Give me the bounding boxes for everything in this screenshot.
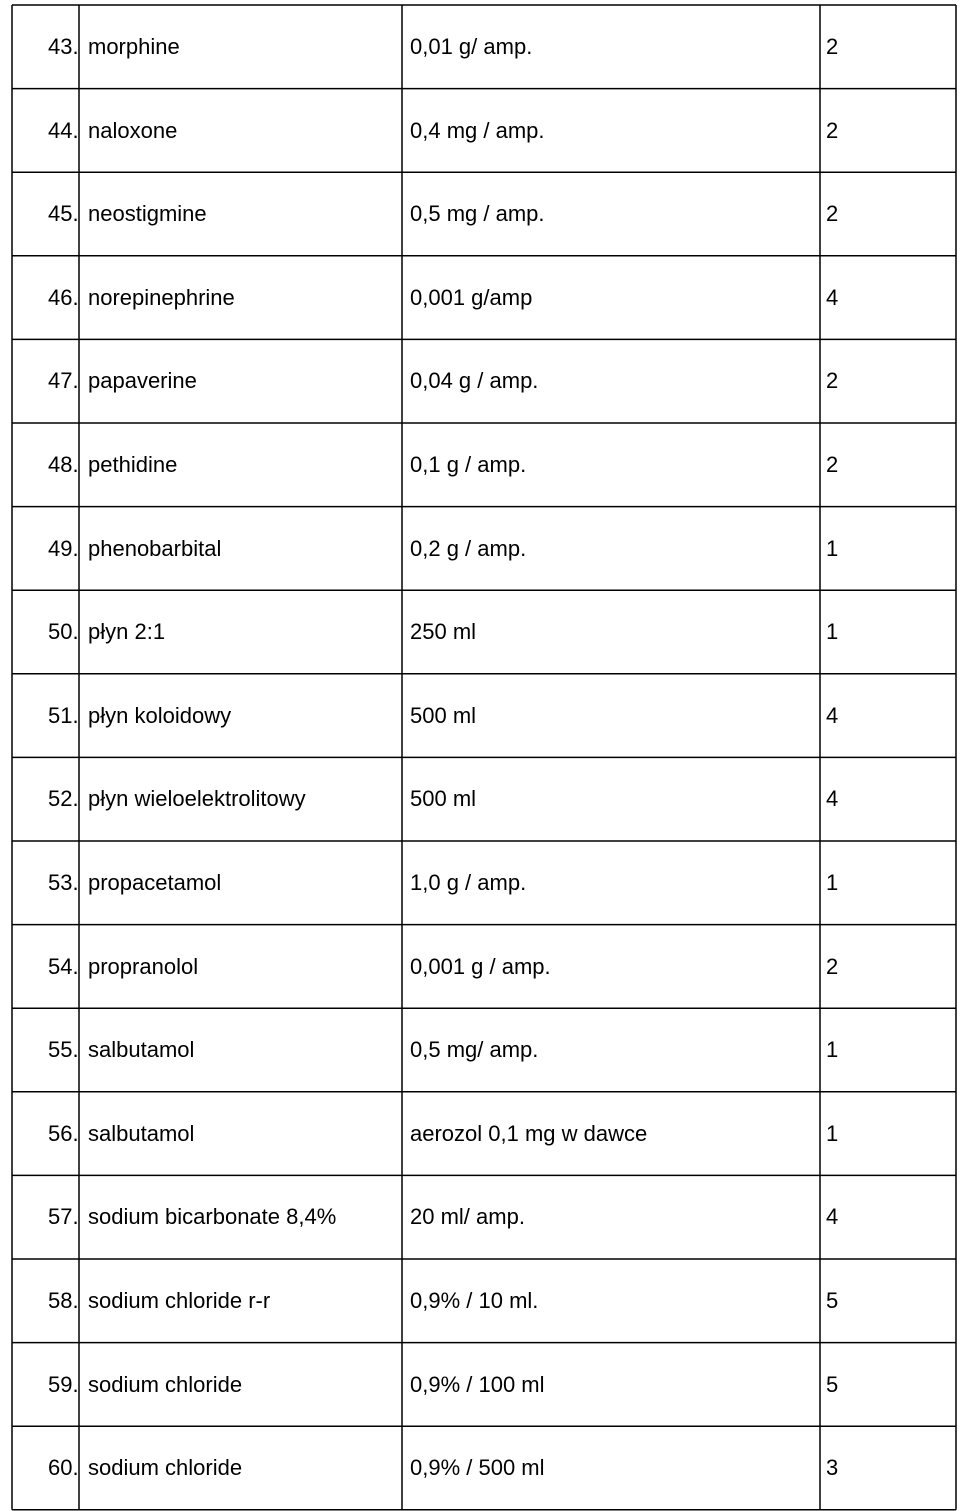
drug-quantity: 2 xyxy=(826,368,839,394)
drug-name: sodium chloride r-r xyxy=(88,1288,271,1313)
drug-dose: 0,4 mg / amp. xyxy=(410,117,545,143)
drug-quantity: 4 xyxy=(826,702,839,728)
drug-quantity: 2 xyxy=(826,953,839,979)
row-number: 51. xyxy=(48,702,79,728)
row-number: 56. xyxy=(48,1120,79,1146)
drug-dose: 1,0 g / amp. xyxy=(410,870,527,895)
drug-dose: 0,01 g/ amp. xyxy=(410,34,533,59)
drug-quantity: 1 xyxy=(826,870,839,895)
drug-quantity: 5 xyxy=(826,1371,839,1397)
drug-quantity: 1 xyxy=(826,1120,839,1146)
drug-dose: 0,1 g / amp. xyxy=(410,452,527,477)
drug-dose: 0,9% / 500 ml xyxy=(410,1455,545,1481)
drug-quantity: 2 xyxy=(826,34,839,59)
row-number: 47. xyxy=(48,368,79,394)
drug-dose: 20 ml/ amp. xyxy=(410,1204,525,1230)
drug-name: płyn wieloelektrolitowy xyxy=(88,786,306,812)
drug-dose: 0,04 g / amp. xyxy=(410,368,539,394)
drug-dose: 0,5 mg/ amp. xyxy=(410,1037,539,1063)
drug-quantity: 3 xyxy=(826,1455,839,1481)
row-number: 59. xyxy=(48,1371,79,1397)
drug-dose: aerozol 0,1 mg w dawce xyxy=(410,1120,648,1146)
row-number: 43. xyxy=(48,34,79,59)
drug-name: naloxone xyxy=(88,117,178,143)
row-number: 46. xyxy=(48,284,79,310)
drug-name: sodium bicarbonate 8,4% xyxy=(88,1204,337,1230)
row-number: 53. xyxy=(48,870,79,895)
row-number: 52. xyxy=(48,786,79,812)
drug-name: sodium chloride xyxy=(88,1455,243,1481)
drug-dose: 0,9% / 100 ml xyxy=(410,1371,545,1397)
drug-name: norepinephrine xyxy=(88,284,235,310)
row-number: 50. xyxy=(48,619,79,645)
row-number: 58. xyxy=(48,1288,79,1313)
drug-dose: 0,9% / 10 ml. xyxy=(410,1288,539,1313)
drug-quantity: 2 xyxy=(826,117,839,143)
drug-name: propacetamol xyxy=(88,870,222,895)
drug-quantity: 4 xyxy=(826,1204,839,1230)
row-number: 44. xyxy=(48,117,79,143)
drug-quantity: 1 xyxy=(826,619,839,645)
drug-quantity: 2 xyxy=(826,452,839,477)
drug-quantity: 5 xyxy=(826,1288,839,1313)
drug-name: pethidine xyxy=(88,452,178,477)
drug-quantity: 1 xyxy=(826,535,839,561)
drug-dose: 0,001 g / amp. xyxy=(410,953,551,979)
drug-quantity: 1 xyxy=(826,1037,839,1063)
drug-dose: 250 ml xyxy=(410,619,477,645)
drug-dose: 0,2 g / amp. xyxy=(410,535,527,561)
drug-name: papaverine xyxy=(88,368,197,394)
drug-dose: 0,001 g/amp xyxy=(410,284,533,310)
drug-name: morphine xyxy=(88,34,180,59)
row-number: 60. xyxy=(48,1455,79,1481)
drug-name: phenobarbital xyxy=(88,535,222,561)
drug-dose: 0,5 mg / amp. xyxy=(410,201,545,227)
drug-name: sodium chloride xyxy=(88,1371,243,1397)
drug-name: salbutamol xyxy=(88,1120,195,1146)
drug-dose: 500 ml xyxy=(410,786,477,812)
row-number: 45. xyxy=(48,201,79,227)
drug-name: neostigmine xyxy=(88,201,207,227)
row-number: 48. xyxy=(48,452,79,477)
drug-quantity: 2 xyxy=(826,201,839,227)
row-number: 57. xyxy=(48,1204,79,1230)
drug-name: salbutamol xyxy=(88,1037,195,1063)
drug-quantity: 4 xyxy=(826,786,839,812)
drug-name: płyn 2:1 xyxy=(88,619,166,645)
drug-name: płyn koloidowy xyxy=(88,702,232,728)
drug-name: propranolol xyxy=(88,953,199,979)
row-number: 49. xyxy=(48,535,79,561)
drug-quantity: 4 xyxy=(826,284,839,310)
row-number: 54. xyxy=(48,953,79,979)
row-number: 55. xyxy=(48,1037,79,1063)
drug-dose: 500 ml xyxy=(410,702,477,728)
